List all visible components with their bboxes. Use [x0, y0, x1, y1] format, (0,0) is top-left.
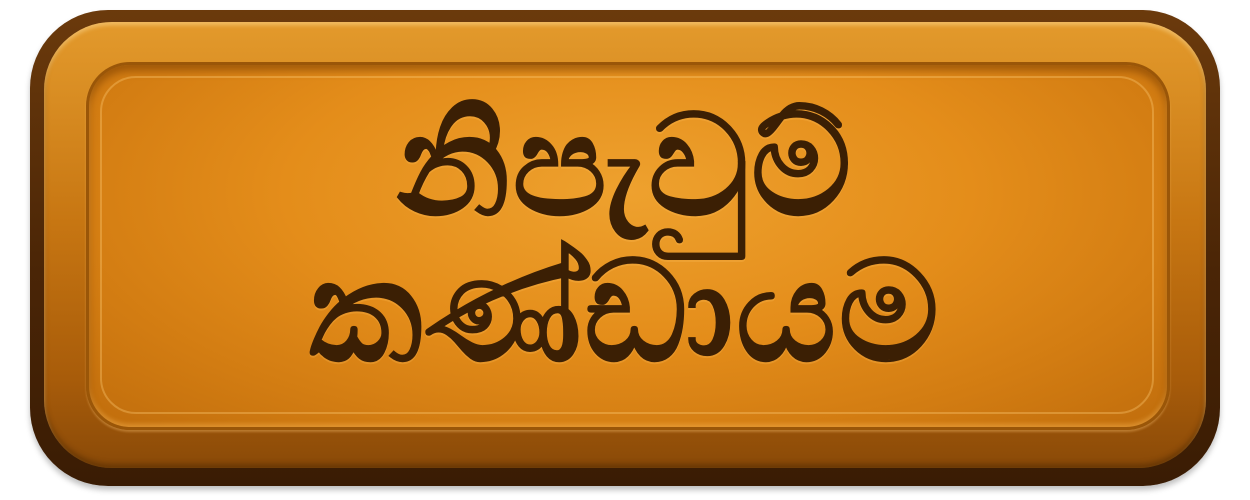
title-line-1: නිපැවුම්	[396, 85, 854, 248]
title-line-2: කණ්ඩායම	[308, 231, 942, 394]
team-button-label[interactable]	[86, 62, 1164, 424]
